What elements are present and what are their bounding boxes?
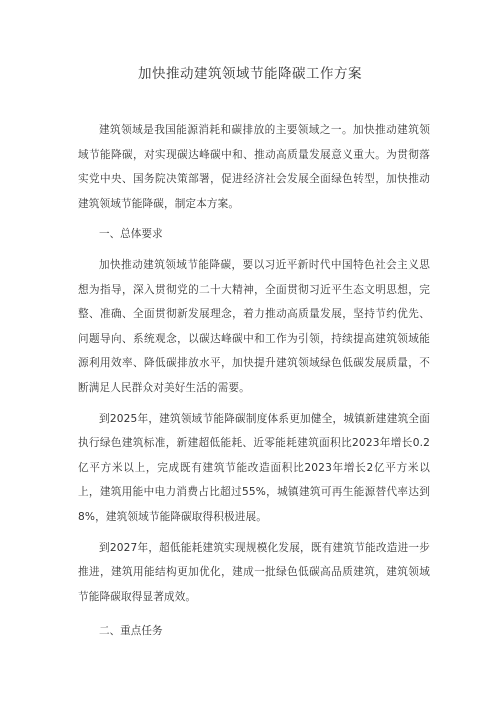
section-heading-key-tasks: 二、重点任务 <box>99 625 163 638</box>
section-heading-general-requirements: 一、总体要求 <box>99 228 163 241</box>
paragraph-goal-2027: 到2027年，超低能耗建筑实现规模化发展，既有建筑节能改造进一步推进，建筑用能结构更加优化，建成一批绿色低碳高品质建筑，建筑领域节能降碳取得显著成效。 <box>78 541 430 603</box>
paragraph-general-requirements: 加快推动建筑领域节能降碳，要以习近平新时代中国特色社会主义思想为指导，深入贯彻党的二十大精神，全面贯彻习近平生态文明思想，完整、准确、全面贯彻新发展理念，着力推动高质量发展，坚持节约优先、问题导向、系统观念，以碳达峰碳中和工作为引领，持续提高建筑领域能源利用效率、降低碳排放水平，加快提升建筑领域绿色低碳发展质量，不断满足人民群众对美好生活的需要。 <box>78 258 430 394</box>
document-title: 加快推动建筑领域节能降碳工作方案 <box>138 66 362 82</box>
paragraph-goal-2025: 到2025年，建筑领域节能降碳制度体系更加健全，城镇新建建筑全面执行绿色建筑标准，新建超低能耗、近零能耗建筑面积比2023年增长0.2亿平方米以上，完成既有建筑节能改造面积比2023年增长2亿平方米以上，建筑用能中电力消费占比超过55%，城镇建筑可再生能源替代率达到8%，建筑领域节能降碳取得积极进展。 <box>78 412 430 523</box>
paragraph-intro: 建筑领域是我国能源消耗和碳排放的主要领域之一。加快推动建筑领域节能降碳，对实现碳达峰碳中和、推动高质量发展意义重大。为贯彻落实党中央、国务院决策部署，促进经济社会发展全面绿色转型，加快推动建筑领域节能降碳，制定本方案。 <box>78 124 430 210</box>
document-body <box>78 118 430 650</box>
